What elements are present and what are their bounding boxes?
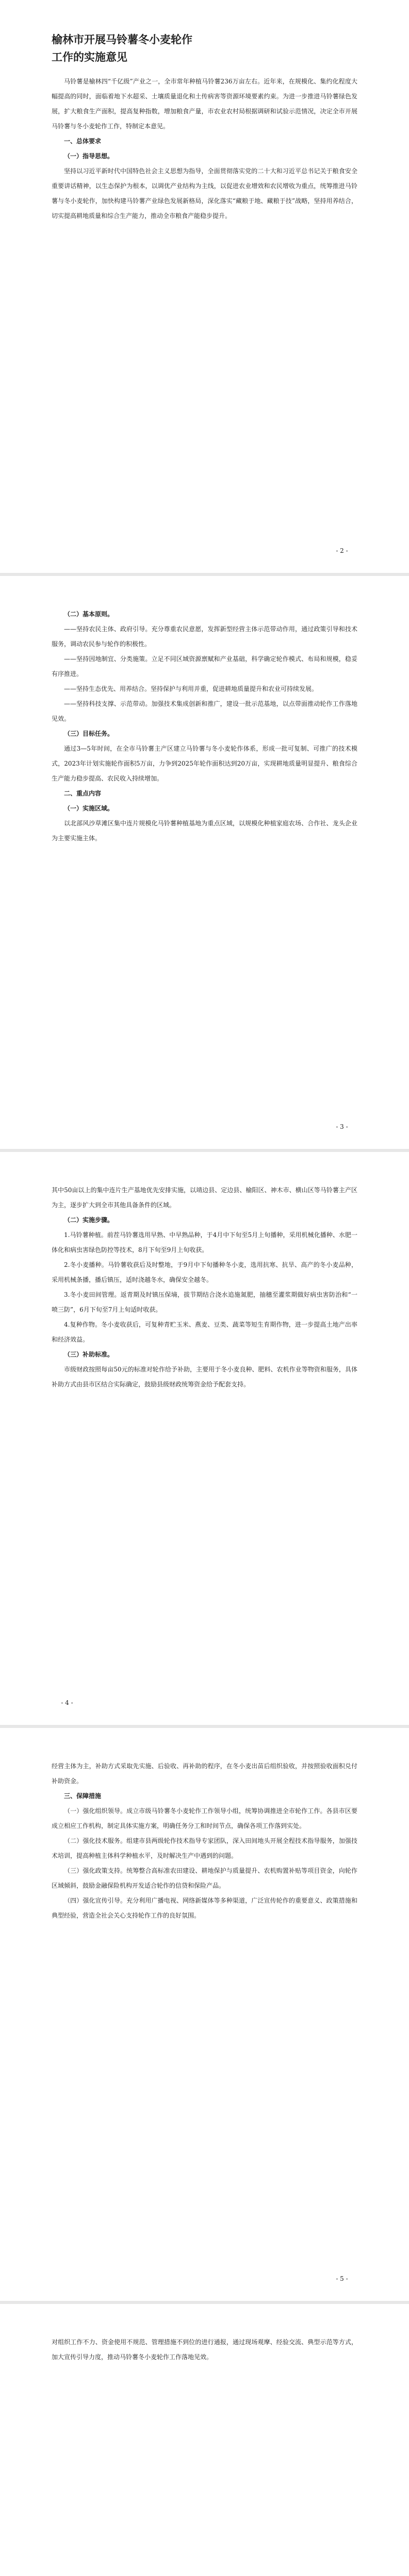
subsection-heading: （二）基本原则。: [64, 611, 114, 618]
paragraph: （三）强化政策支持。统筹整合高标准农田建设、耕地保护与质量提升、农机购置补贴等项目资金，向轮作区域倾斜，鼓励金融保险机构开发适合轮作的信贷和保险产品。: [52, 1867, 357, 1889]
paragraph: 以北部风沙草滩区集中连片规模化马铃薯种植基地为重点区域，以规模化种植家庭农场、合作社、龙头企业为主要实施主体。: [52, 820, 357, 842]
paragraph: （一）强化组织领导。成立市级马铃薯冬小麦轮作工作领导小组，统筹协调推进全市轮作工作。各县市区要成立相应工作机构，制定具体实施方案，明确任务分工和时间节点，确保各项工作落到实处。: [52, 1807, 357, 1829]
subsection-heading: （三）目标任务。: [64, 730, 114, 737]
paragraph: ——坚持因地制宜、分类施策。立足不同区域资源禀赋和产业基础，科学确定轮作模式、布局和规模，稳妥有序推进。: [52, 655, 357, 677]
section-heading: 二、重点内容: [64, 790, 102, 797]
paragraph: 市级财政按照每亩50元的标准对轮作给予补助，主要用于冬小麦良种、肥料、农机作业等物资和服务，具体补助方式由县市区结合实际确定，鼓励县级财政统筹资金给予配套支持。: [52, 1366, 357, 1388]
subsection-heading: （一）实施区域。: [64, 805, 114, 812]
paragraph: ——坚持生态优先、用养结合。坚持保护与利用并重，促进耕地质量提升和农业可持续发展。: [64, 685, 318, 692]
paragraph: 通过3—5年时间，在全市马铃薯主产区建立马铃薯与冬小麦轮作体系，形成一批可复制、可推广的技术模式，2023年计划实施轮作面积5万亩，力争到2025年轮作面积达到20万亩，实现耕地质量明显提升、粮食综合生产能力稳步提高、农民收入持续增加。: [52, 745, 357, 782]
page-4-content: [52, 1759, 357, 1923]
paragraph: 2.冬小麦播种。马铃薯收获后及时整地，于9月中下旬播种冬小麦，选用抗寒、抗旱、高产的冬小麦品种，采用机械条播，播后镇压，适时浇越冬水，确保安全越冬。: [52, 1261, 357, 1283]
document-title-line-1: 榆林市开展马铃薯冬小麦轮作: [52, 33, 192, 46]
subsection-heading: （三）补助标准。: [64, 1351, 114, 1358]
paragraph: （四）强化宣传引导。充分利用广播电视、网络新媒体等多种渠道，广泛宣传轮作的重要意义、政策措施和典型经验，营造全社会关心支持轮作工作的良好氛围。: [52, 1897, 357, 1919]
paragraph: （二）强化技术服务。组建市县两级轮作技术指导专家团队，深入田间地头开展全程技术指导服务，加强技术培训，提高种植主体科学种植水平，及时解决生产中遇到的问题。: [52, 1837, 357, 1859]
paragraph: 4.复种作物。冬小麦收获后，可复种青贮玉米、燕麦、豆类、蔬菜等短生育期作物，进一步提高土地产出率和经济效益。: [52, 1321, 357, 1343]
page-3-content: [52, 1183, 357, 1392]
paragraph: 对组织工作不力、资金使用不规范、管理措施不到位的进行通报，通过现场观摩、经验交流、典型示范等方式，加大宣传引导力度，推动马铃薯冬小麦轮作工作落地见效。: [52, 2338, 357, 2361]
section-heading: 一、总体要求: [64, 138, 102, 145]
paragraph: ——坚持农民主体、政府引导。充分尊重农民意愿，发挥新型经营主体示范带动作用，通过政策引导和技术服务，调动农民参与轮作的积极性。: [52, 625, 357, 648]
page-5-content: [52, 2335, 357, 2365]
section-heading: 三、保障措施: [64, 1792, 102, 1800]
subsection-heading: （二）实施步骤。: [64, 1216, 114, 1224]
page-1-content: [52, 31, 357, 224]
page-number: - 2 -: [336, 547, 348, 554]
paragraph: 其中50亩以上的集中连片生产基地优先安排实施，以靖边县、定边县、榆阳区、神木市、横山区等马铃薯主产区为主，逐步扩大到全市其他具备条件的区域。: [52, 1187, 357, 1209]
page-2-content: [52, 607, 357, 846]
subsection-heading: （一）指导思想。: [64, 152, 114, 160]
paragraph: ——坚持科技支撑、示范带动。加强技术集成创新和推广，建设一批示范基地，以点带面推动轮作工作落地见效。: [52, 700, 357, 722]
page-number: - 4 -: [61, 1699, 73, 1706]
document-title-line-2: 工作的实施意见: [52, 51, 127, 63]
paragraph: 经营主体为主，补助方式采取先实施、后验收、再补助的程序，在冬小麦出苗后组织验收，并按照验收面积兑付补助资金。: [52, 1762, 357, 1785]
paragraph: 3.冬小麦田间管理。返青期及时镇压保墒，拔节期结合浇水追施氮肥，抽穗至灌浆期做好病虫害防治和“一喷三防”，6月下旬至7月上旬适时收获。: [52, 1291, 357, 1313]
page-number: - 3 -: [336, 1123, 348, 1130]
paragraph: 1.马铃薯种植。前茬马铃薯选用早熟、中早熟品种，于4月中下旬至5月上旬播种，采用机械化播种、水肥一体化和病虫害绿色防控等技术，8月下旬至9月上旬收获。: [52, 1231, 357, 1253]
page-number: - 5 -: [336, 2275, 348, 2282]
paragraph: 坚持以习近平新时代中国特色社会主义思想为指导，全面贯彻落实党的二十大和习近平总书记关于粮食安全重要讲话精神，以生态保护为根本，以调优产业结构为主线，以促进农业增效和农民增收为重点，统筹推进马铃薯与冬小麦轮作，加快构建马铃薯产业绿色发展新格局，深化落实“藏粮于地、藏粮于技”战略，坚持用养结合，切实提高耕地质量和综合生产能力，推动全市粮食产能稳步提升。: [52, 167, 357, 219]
intro-paragraph: 马铃薯是榆林四“千亿级”产业之一，全市常年种植马铃薯236万亩左右。近年来，在规模化、集约化程度大幅提高的同时，面临着地下水超采、土壤质量退化和土传病害等资源环境要素约束。为进一步推进马铃薯绿色发展，扩大粮食生产面积，提高复种指数，增加粮食产量，市农业农村局根据调研和试验示范情况，决定全市开展马铃薯与冬小麦轮作工作，特制定本意见。: [52, 78, 357, 130]
